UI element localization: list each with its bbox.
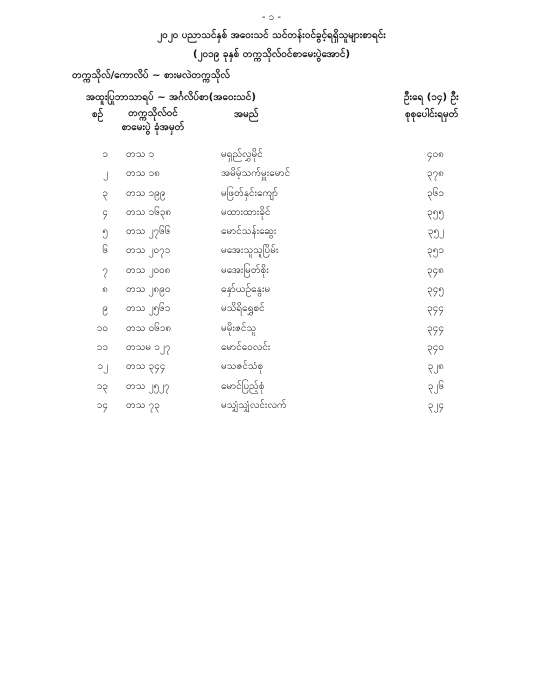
total-marks: ၃၄၄: [427, 303, 444, 315]
student-name: နှော်ယဉ်နွေးမ: [221, 284, 271, 296]
table-row: [0, 205, 543, 224]
total-marks: ၃၄၈: [427, 264, 444, 276]
total-marks: ၃၄၄: [427, 322, 444, 334]
table-row: [0, 147, 543, 166]
roll-number: တသ ၂၈၉၀: [126, 284, 171, 296]
student-name: မထားထားခိုင်: [221, 206, 271, 218]
table-row: [0, 243, 543, 262]
row-number: ၁၂: [97, 361, 108, 373]
roll-number: တသ ၁၉၉: [126, 187, 166, 199]
row-number: ၉: [102, 303, 108, 315]
table-row: [0, 398, 543, 417]
results-table: [0, 147, 543, 417]
row-number: ၃: [102, 187, 108, 199]
total-marks: ၃၂၄: [427, 399, 444, 411]
row-number: ၁၄: [96, 399, 108, 411]
total-marks: ၄၀၈: [427, 149, 444, 160]
roll-number: တသ ၁၆၃၈: [126, 206, 172, 218]
row-number: ၄: [102, 206, 108, 218]
total-marks: ၃၅၂: [427, 226, 444, 238]
total-marks: ၃၅၁: [427, 245, 444, 257]
student-name: မအေးမြတ်စိုး: [221, 264, 269, 276]
student-name: မောင်ဝေလင်း: [221, 341, 271, 353]
total-marks: ၃၄၀: [427, 341, 444, 353]
roll-number: တသ ၂၀၇၁: [126, 245, 171, 257]
column-header-no: စဉ်: [92, 109, 104, 120]
specialization-line: အထူးပြုဘာသာရပ် ~ အင်္ဂလိပ်စာ(အဝေးသင်): [86, 92, 256, 103]
table-row: [0, 379, 543, 398]
row-number: ၅: [102, 226, 108, 238]
student-name: မောင်ပြည့်စုံ: [221, 380, 265, 392]
table-row: [0, 301, 543, 320]
student-name: မမိုးဇင်သူ: [221, 322, 257, 334]
student-name: မသျှံသျှံလင်းလက်: [221, 399, 287, 411]
total-marks: ၃၂၆: [427, 380, 444, 392]
table-row: [0, 359, 543, 378]
student-name: မောင်သန်းဆွေး: [221, 226, 277, 238]
total-marks: ၃၅၅: [427, 206, 444, 218]
table-row: [0, 186, 543, 205]
total-marks: ၃၂၈: [427, 361, 444, 373]
roll-number: တသ ၀၆၁၈: [126, 322, 172, 334]
document-title: ၂၀၂၀ ပညာသင်နှစ် အဝေးသင် သင်တန်းဝင်ခွင့်ရရှိသူများစာရင်း: [157, 30, 386, 41]
roll-number: တသ ၂၅၆၁: [126, 303, 171, 315]
roll-number: တသ ၃၄၄: [126, 361, 166, 373]
roll-number: တသ ၁၈: [126, 168, 160, 180]
row-number: ၇: [102, 264, 108, 276]
roll-number: တသ ၁: [126, 149, 155, 160]
total-marks: ၃၇၈: [427, 168, 444, 180]
table-row: [0, 263, 543, 282]
table-row: [0, 224, 543, 243]
table-row: [0, 166, 543, 185]
table-row: [0, 282, 543, 301]
roll-number: တသမ ၁၂၇: [126, 341, 171, 353]
student-name: မရှည်လွှမိုင်: [221, 149, 263, 160]
document-subtitle: (၂၀၁၉ ခုနှစ် တက္ကသိုလ်ဝင်စာမေးပွဲအောင်): [192, 49, 351, 60]
roll-number: တသ ၂၅၂၇: [126, 380, 170, 392]
student-name: မသဇင်သံစု: [221, 361, 264, 373]
headcount-line: ဦးရေ (၁၄) ဦး: [404, 92, 459, 103]
column-header-roll-number: တက္ကသိုလ်ဝင်စာမေးပွဲ ခုံအမှတ်: [121, 108, 185, 133]
column-header-name: အမည်: [234, 109, 259, 120]
total-marks: ၃၆၁: [427, 187, 444, 199]
roll-number: တသ ၇၃: [126, 399, 160, 411]
table-row: [0, 340, 543, 359]
student-name: မအေးသူသူပြိမ်း: [221, 245, 279, 257]
page-number: - ၁ -: [261, 12, 282, 23]
total-marks: ၃၄၅: [427, 284, 444, 296]
university-line: တက္ကသိုလ်/ကောလိပ် ~ စားမလဲတက္ကသိုလ်: [72, 70, 230, 81]
row-number: ၁၀: [96, 322, 108, 334]
student-name: အမိမ့်သက်မှူးမောင်: [221, 168, 291, 180]
row-number: ၁: [102, 149, 108, 160]
row-number: ၁၁: [96, 341, 108, 353]
row-number: ၆: [102, 245, 108, 257]
roll-number: တသ ၂၇၆၆: [126, 226, 171, 238]
column-header-total-marks: စုစုပေါင်းရမှတ်: [405, 109, 459, 120]
row-number: ၂: [103, 168, 108, 180]
student-name: မသိရိရွှေစင်: [221, 303, 265, 315]
student-name: မဖြတ်နှင်းကျော်: [221, 187, 279, 199]
roll-number: တသ ၂၀၀၈: [126, 264, 171, 276]
row-number: ၁၃: [96, 380, 108, 392]
row-number: ၈: [102, 284, 108, 296]
table-row: [0, 321, 543, 340]
